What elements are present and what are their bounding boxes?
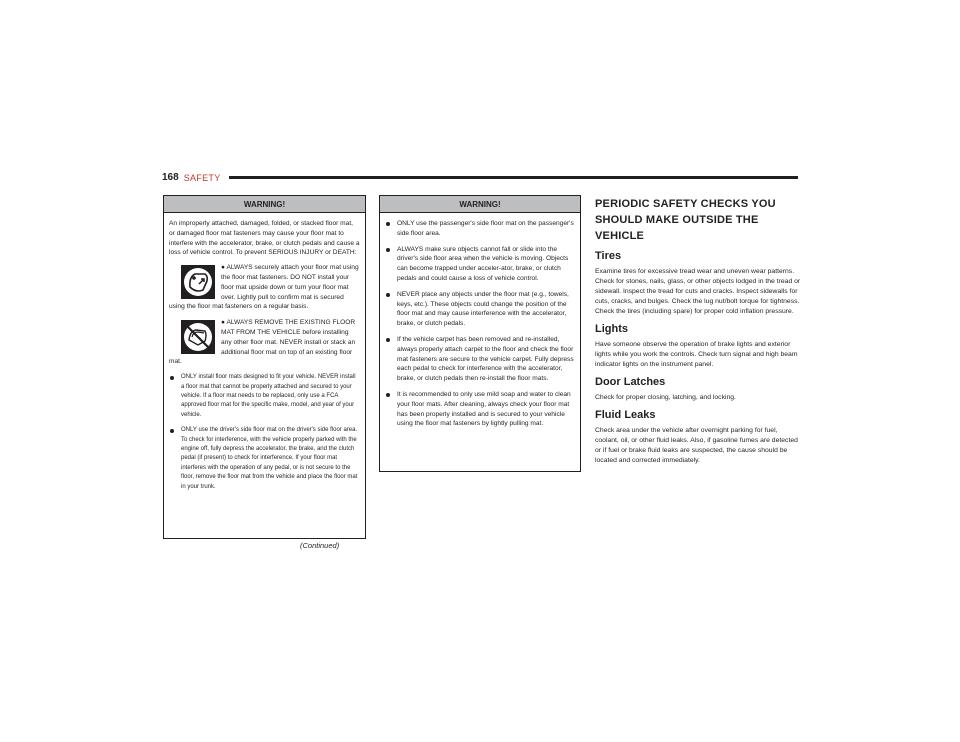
- warning-bullet-text: ONLY install floor mats designed to fit your vehicle. NEVER install a floor mat that cannot be properly attached and secured to your vehicle. If a floor mat needs to be replaced, only use a FCA approved floor mat for the specific make, model, and year of your vehicle.: [181, 374, 356, 418]
- section-heading: PERIODIC SAFETY CHECKS YOU SHOULD MAKE OUTSIDE THE VEHICLE: [595, 198, 776, 242]
- bullet-icon: [386, 248, 390, 252]
- warning-bullet: [385, 390, 575, 429]
- section-title: SAFETY: [183, 172, 221, 183]
- no-stacked-mat-icon: [181, 320, 215, 354]
- bullet-icon: [386, 393, 390, 397]
- warning-title: WARNING!: [380, 196, 580, 213]
- warning-bullet-text: If the vehicle carpet has been removed and re-installed, always properly attach carpet to the floor and check the floor mat fasteners are secure to the vehicle carpet. Fully depress each pedal to check for interference with the accelerator, brake, or clutch pedals then re-install the floor mats.: [397, 335, 574, 383]
- warning-bullet: [385, 335, 575, 384]
- bullet-icon: [170, 429, 174, 433]
- bullet-icon: [386, 338, 390, 342]
- right-column: [595, 196, 801, 470]
- warning-intro: An improperly attached, damaged, folded, or stacked floor mat, or damaged floor mat fasteners may cause your floor mat to interfere with the accelerator, brake, or clutch pedals and cause a loss of vehicle control. To prevent SERIOUS INJURY or DEATH:: [169, 220, 360, 257]
- warning-bullet-text: ALWAYS make sure objects cannot fall or slide into the driver's side floor area when the vehicle is moving. Objects can become trapped under acceler-ator, brake, or clutch pedals and could cause a loss of vehicle control.: [397, 245, 569, 282]
- warning-box-middle: [379, 195, 581, 472]
- lights-text: Have someone observe the operation of brake lights and exterior lights while you work the controls. Check turn signal and high beam indicator lights on the instrument panel.: [595, 341, 798, 368]
- warning-bullet-text: NEVER place any objects under the floor mat (e.g., towels, keys, etc.). These objects could change the position of the floor mat and may cause interference with the accelerator, brake, or clutch pedals.: [397, 290, 569, 328]
- header-rule: [229, 176, 799, 179]
- warning-icon-text: ● ALWAYS securely attach your floor mat using the floor mat fasteners. DO NOT install your floor mat upside down or turn your floor mat over. Lightly pull to confirm mat is secured using the floor mat fasteners on a regular basis.: [169, 264, 359, 311]
- warning-bullet-text: It is recommended to only use mild soap and water to clean your floor mats. After cleaning, always check your floor mat has been properly installed and is secured to your vehicle using the floor mat fasteners by lightly pulling mat.: [397, 390, 571, 428]
- warning-icon-item: [169, 263, 360, 312]
- fluid-leaks-text: Check area under the vehicle after overnight parking for fuel, coolant, oil, or other fluid leaks. Also, if gasoline fumes are detected or if fuel or brake fluid leaks are suspected, the cause should be located and corrected immediately.: [595, 427, 798, 464]
- floor-mat-fastener-icon: [181, 265, 215, 299]
- warning-bullet: [385, 290, 575, 329]
- tires-text: Examine tires for excessive tread wear and uneven wear patterns. Check for stones, nails, glass, or other objects lodged in the tread or sidewall. Inspect the tread for cuts and cracks. Inspect sidewalls for cuts, cracks, and bulges. Check the lug nut/bolt torque for tightness. Check the tires (including spare) for proper cold inflation pressure.: [595, 268, 801, 315]
- page-header: [162, 172, 798, 183]
- bullet-icon: [386, 293, 390, 297]
- warning-bullet: [169, 373, 360, 420]
- warning-bullet: [385, 219, 575, 239]
- bullet-icon: [386, 222, 390, 226]
- warning-icon-item: [169, 318, 360, 367]
- tires-heading: Tires: [595, 250, 622, 262]
- bullet-icon: [170, 376, 174, 380]
- warning-bullet: [169, 426, 360, 492]
- warning-bullet-text: ONLY use the driver's side floor mat on the driver's side floor area. To check for interference, with the vehicle properly parked with the engine off, fully depress the accelerator, the brake, and the clutch pedal (if present) to check for interference. If your floor mat interferes with the operation of any pedal, or is not secure to the floor, remove the floor mat from the vehicle and place the floor mat in your trunk.: [181, 427, 358, 490]
- door-latches-text: Check for proper closing, latching, and locking.: [595, 394, 736, 401]
- warning-icon-text: ● ALWAYS REMOVE THE EXISTING FLOOR MAT FROM THE VEHICLE before installing any other floor mat. NEVER install or stack an additional floor mat on top of an existing floor mat.: [169, 319, 356, 366]
- lights-heading: Lights: [595, 323, 628, 335]
- warning-title: WARNING!: [164, 196, 365, 213]
- continued-label: (Continued): [300, 541, 340, 550]
- fluid-leaks-heading: Fluid Leaks: [595, 409, 656, 421]
- warning-bullet-text: ONLY use the passenger's side floor mat on the passenger's side floor area.: [397, 220, 574, 237]
- warning-bullet: [385, 245, 575, 284]
- warning-box-left: [163, 195, 366, 539]
- door-latches-heading: Door Latches: [595, 376, 666, 388]
- page-number: 168: [162, 172, 179, 183]
